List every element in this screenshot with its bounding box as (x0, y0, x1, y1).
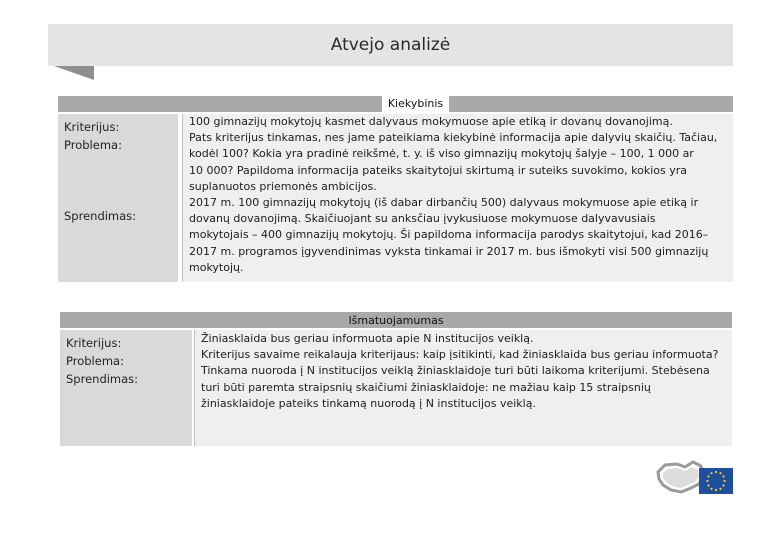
section2-header-label: Išmatuojamumas (348, 313, 444, 327)
section1-header (58, 96, 733, 112)
section2-criterion-label: Kriterijus: (66, 336, 122, 350)
section1-problem-label: Problema: (64, 138, 122, 152)
section1-line: 10 000? Papildoma informacija pateiks skaitytojui skirtumą ir suteiks suvokimo, kokios yra (189, 163, 687, 177)
section2-line: žiniasklaidoje pateiks tinkamą nuorodą į N institucijos veiklą. (201, 396, 536, 410)
section1-line: Pats kriterijus tinkamas, nes jame pateikiama kiekybinė informacija apie dalyvių skaičių. Tačiau, (189, 131, 718, 145)
section2-line: Tinkama nuoroda į N institucijos veiklą žiniasklaidoje turi būti laikoma kriterijumi. Stebėsena (201, 364, 710, 378)
section2-line: Kriterijus savaime reikalauja kriterijaus: kaip įsitikinti, kad žiniasklaida bus geriau informuota? (201, 348, 719, 362)
section1-header-label: Kiekybinis (382, 96, 449, 112)
lithuania-eu-logo (655, 458, 735, 502)
section1-criterion-label: Kriterijus: (64, 120, 120, 134)
section2-line: turi būti paremta straipsnių skaičiumi žiniasklaidoje: ne mažiau kaip 15 straipsnių (201, 380, 651, 394)
section1-labels (58, 114, 178, 282)
section1-line: suplanuotos priemonės ambicijos. (189, 179, 377, 193)
slide-title: Atvejo analizė (330, 35, 451, 55)
section1-line: 2017 m. 100 gimnazijų mokytojų (iš dabar dirbančių 500) dalyvaus mokymuose apie etiką ir (189, 196, 699, 210)
section1-line: kodėl 100? Kokia yra pradinė reikšmė, t. y. iš viso gimnazijų mokytojų šalyje – 100, 1 000 ar (189, 147, 694, 161)
slide-title-bar (48, 24, 733, 66)
section1-solution-label: Sprendimas: (64, 209, 137, 223)
title-tab-decoration (54, 66, 94, 80)
section1-line: 2017 m. programos įgyvendinimas vyksta tinkamai ir 2017 m. bus išmokyti visi 500 gimnazijų (189, 244, 709, 258)
section2-problem-label: Problema: (66, 354, 124, 368)
section1-line: mokytojais – 400 gimnazijų mokytojų. Ši papildoma informacija parodys skaitytojui, kad 2016– (189, 228, 709, 242)
section2-solution-label: Sprendimas: (66, 372, 139, 386)
section1-line: dovanų dovanojimą. Skaičiuojant su anksčiau įvykusiuose mokymuose dalyvavusiais (189, 212, 656, 226)
section2-labels (60, 330, 192, 446)
section1-line: 100 gimnazijų mokytojų kasmet dalyvaus mokymuose apie etiką ir dovanų dovanojimą. (189, 115, 673, 128)
section2-line: Žiniasklaida bus geriau informuota apie N institucijos veiklą. (201, 332, 534, 345)
section1-line: mokytojų. (189, 260, 244, 274)
section1-content (182, 114, 733, 282)
section2-header (60, 312, 732, 328)
section2-content (194, 330, 732, 446)
